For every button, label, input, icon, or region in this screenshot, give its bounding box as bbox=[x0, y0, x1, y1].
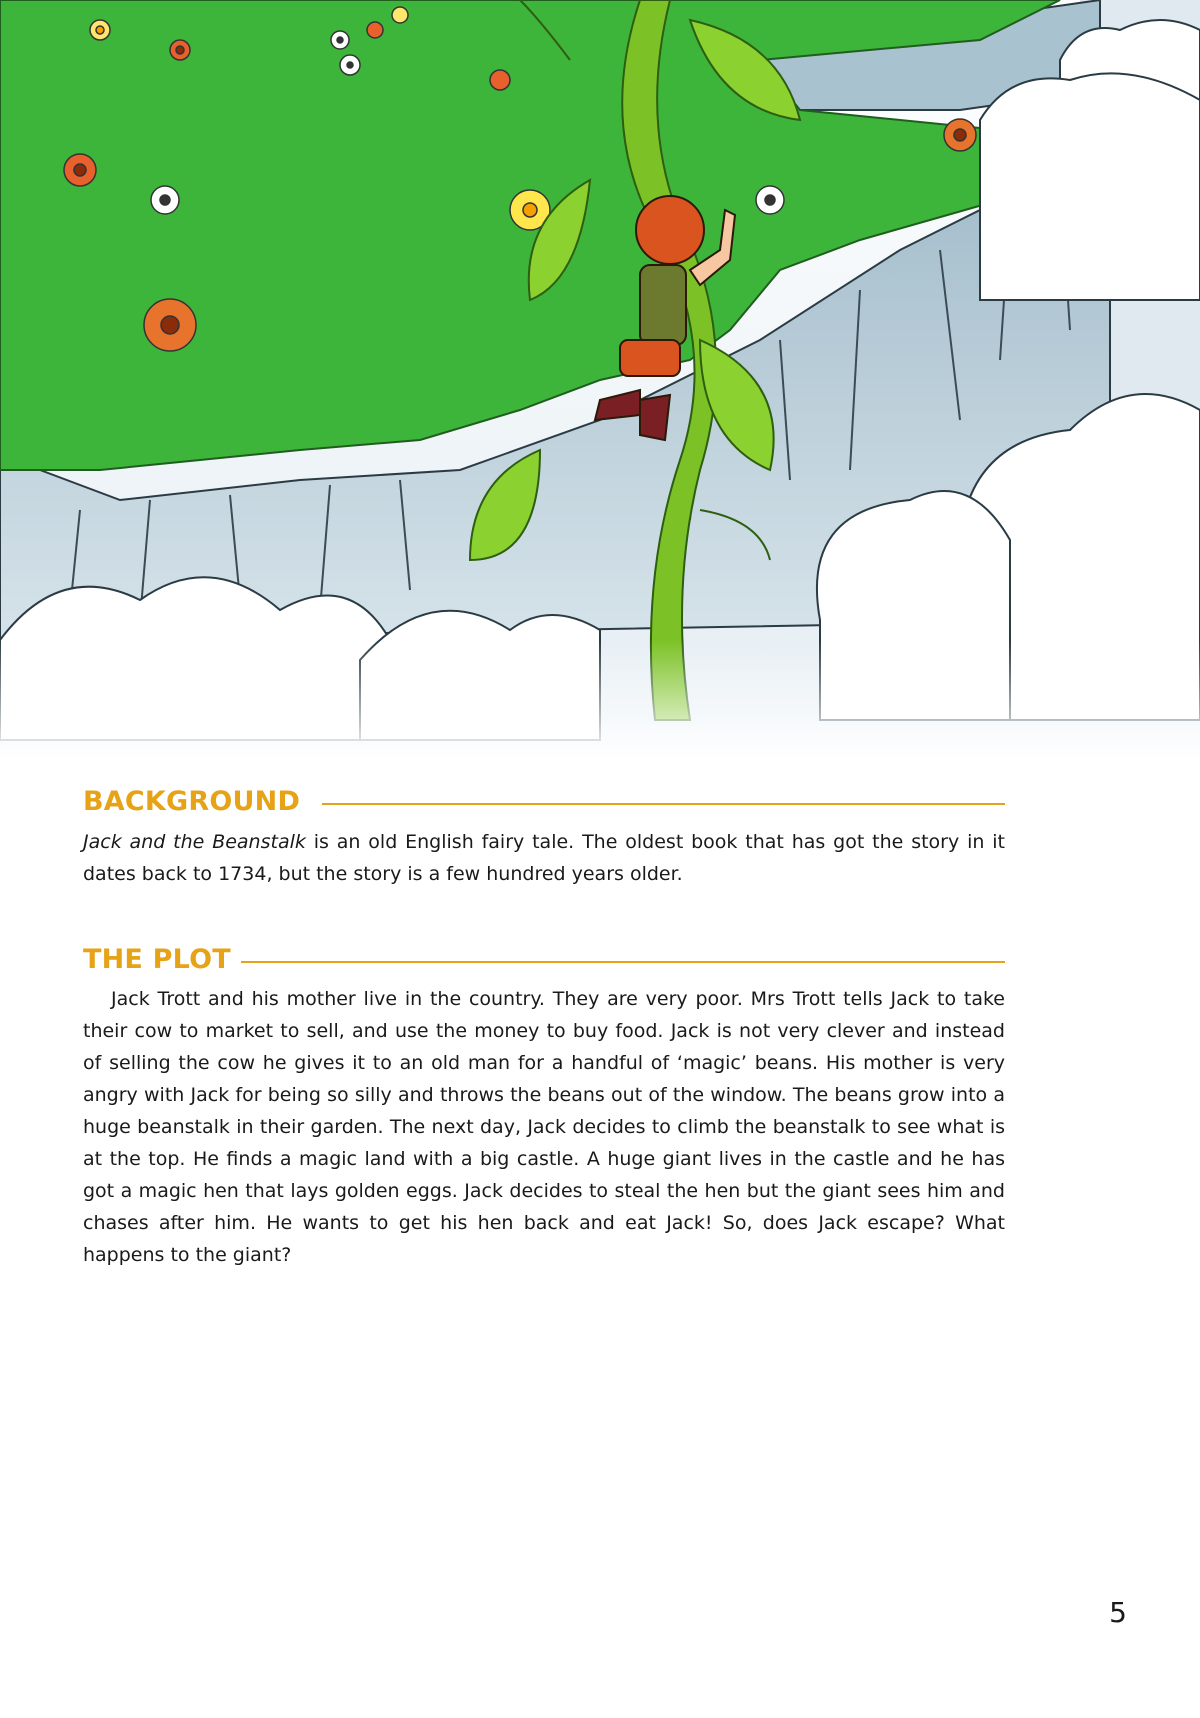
plot-text: Jack Trott and his mother live in the country. They are very poor. Mrs Trott tells Jack to take their cow to market to sell, and use the money to buy food. Jack is not very clever and instead of selling the cow he gives it to an old man for a handful of ‘magic’ beans. His mother is very angry with Jack for being so silly and throws the beans out of the window. The beans grow into a huge beanstalk in their garden. The next day, Jack decides to climb the beanstalk to see what is at the top. He finds a magic land with a big castle. A huge giant lives in the castle and he has got a magic hen that lays golden eggs. Jack decides to steal the hen but the giant sees him and chases after him. He wants to get his hen back and eat Jack! So, does Jack escape? What happens to the giant? bbox=[83, 988, 1005, 1266]
background-heading-row bbox=[83, 786, 1005, 817]
page-number: 5 bbox=[1109, 1596, 1127, 1629]
plot-heading-row bbox=[83, 944, 1005, 975]
heading-rule bbox=[241, 961, 1005, 963]
background-text: is an old English fairy tale. The oldest book that has got the story in it dates back to 1734, but the story is a few hundred years older. bbox=[83, 831, 1005, 885]
plot-paragraph bbox=[83, 983, 1005, 1271]
book-title: Jack and the Beanstalk bbox=[83, 831, 306, 853]
background-paragraph bbox=[83, 826, 1005, 890]
plot-heading: THE PLOT bbox=[83, 944, 231, 975]
background-heading: BACKGROUND bbox=[83, 786, 301, 817]
beanstalk-illustration bbox=[0, 0, 1200, 760]
heading-rule bbox=[322, 803, 1005, 805]
